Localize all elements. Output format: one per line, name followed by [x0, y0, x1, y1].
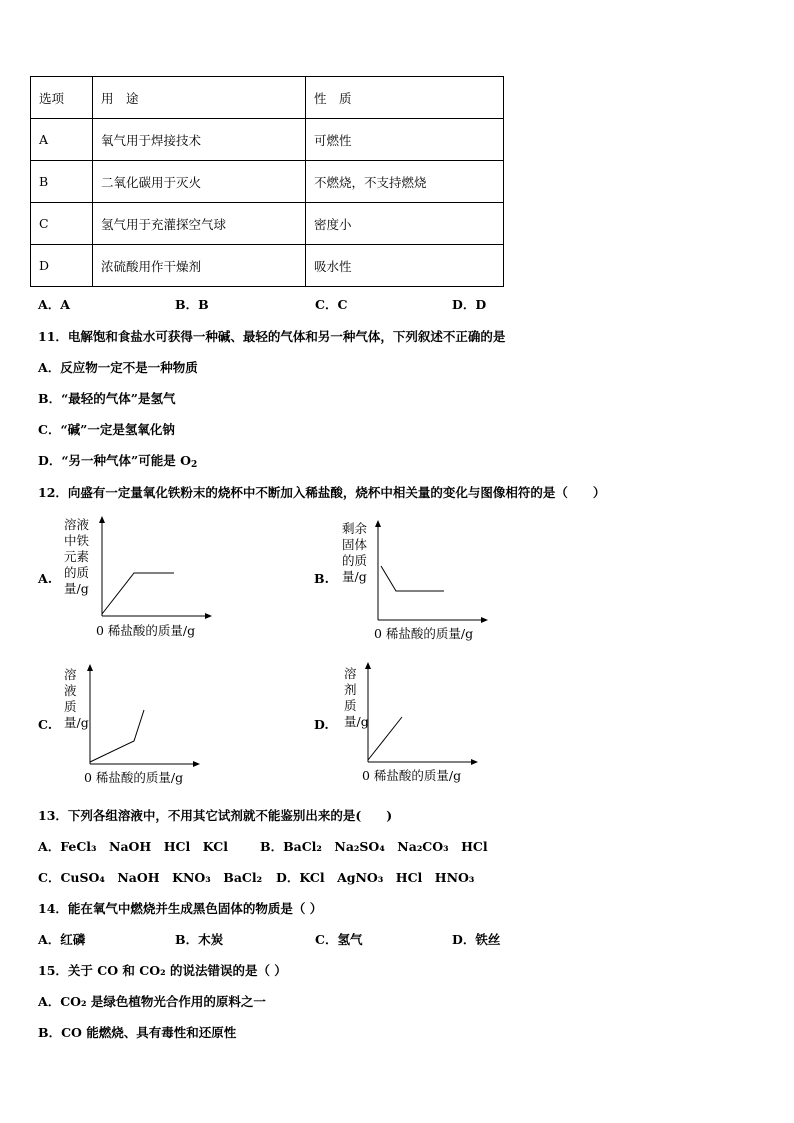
options-table [30, 76, 504, 287]
q14-choice-a: A．红磷 [38, 932, 86, 947]
table-cell: 吸水性 [306, 245, 504, 287]
table-header-cell: 选项 [31, 77, 93, 119]
q15-stem: 15．关于 CO 和 CO₂ 的说法错误的是（ ） [38, 963, 287, 978]
graph-a-curve [102, 573, 174, 614]
table-header-cell: 用 途 [93, 77, 306, 119]
q15-choice-a: A．CO₂ 是绿色植物光合作用的原料之一 [38, 994, 266, 1009]
q14-choice-c: C．氢气 [315, 932, 363, 947]
graph-c-xlabel: 0 稀盐酸的质量/g [84, 770, 184, 785]
graph-b-x-arrow [481, 617, 488, 623]
graph-d-ylabel: 溶剂质量/g [344, 666, 369, 729]
q14-stem: 14．能在氧气中燃烧并生成黑色固体的物质是（ ） [38, 901, 323, 916]
q14-choice-d: D．铁丝 [452, 932, 501, 947]
q13-choice-b: B．BaCl₂ Na₂SO₄ Na₂CO₃ HCl [260, 839, 488, 854]
q13-choice-c: C．CuSO₄ NaOH KNO₃ BaCl₂ [38, 870, 263, 885]
graph-d-xlabel: 0 稀盐酸的质量/g [362, 768, 462, 783]
graph-a-x-arrow [205, 613, 212, 619]
table-cell: 密度小 [306, 203, 504, 245]
q10-choice-b: B．B [175, 297, 209, 312]
table-row [31, 119, 504, 161]
q13-stem: 13．下列各组溶液中，不用其它试剂就不能鉴别出来的是( ) [38, 808, 393, 823]
q10-choice-d: D．D [452, 297, 487, 312]
graph-d-x-arrow [471, 759, 478, 765]
graph-a-xlabel: 0 稀盐酸的质量/g [96, 623, 196, 638]
graph-d-option: D. [314, 717, 329, 732]
graph-b-xlabel: 0 稀盐酸的质量/g [374, 626, 474, 641]
table-cell: B [31, 161, 93, 203]
table-row [31, 203, 504, 245]
graph-c-x-arrow [193, 761, 200, 767]
graph-d-y-arrow [365, 662, 371, 669]
table-cell: 浓硫酸用作干燥剂 [93, 245, 306, 287]
graph-b-ylabel: 剩余固体的质量/g [342, 521, 368, 584]
q10-choice-c: C．C [315, 297, 348, 312]
table-cell: C [31, 203, 93, 245]
q13-choice-a: A．FeCl₃ NaOH HCl KCl [38, 839, 228, 854]
graph-c-ylabel: 溶液质量/g [64, 667, 89, 730]
table-cell: 可燃性 [306, 119, 504, 161]
table-cell: D [31, 245, 93, 287]
q11-choice-b: B．“最轻的气体”是氢气 [38, 391, 176, 406]
graph-b-option: B. [314, 571, 329, 586]
graph-c-option: C. [38, 717, 53, 732]
table-cell: A [31, 119, 93, 161]
table-row [31, 161, 504, 203]
graph-b-curve [381, 566, 444, 591]
graph-a-option: A. [38, 571, 53, 586]
graph-a-plot [96, 516, 216, 620]
table-header-cell: 性 质 [306, 77, 504, 119]
graph-c-curve [90, 710, 144, 762]
table-cell: 氧气用于焊接技术 [93, 119, 306, 161]
q11-choice-a: A．反应物一定不是一种物质 [38, 360, 198, 375]
graph-c-y-arrow [87, 664, 93, 671]
graph-c-plot [84, 664, 204, 768]
table-header-row [31, 77, 504, 119]
table-cell: 二氧化碳用于灭火 [93, 161, 306, 203]
q13-choice-d: D．KCl AgNO₃ HCl HNO₃ [276, 870, 475, 885]
table-cell: 氢气用于充灌探空气球 [93, 203, 306, 245]
q12-stem: 12．向盛有一定量氧化铁粉末的烧杯中不断加入稀盐酸，烧杯中相关量的变化与图像相符的是（ ） [38, 485, 606, 500]
table-cell: 不燃烧，不支持燃烧 [306, 161, 504, 203]
graph-a-y-arrow [99, 516, 105, 523]
q15-choice-b: B．CO 能燃烧、具有毒性和还原性 [38, 1025, 237, 1040]
graph-a-ylabel: 溶液中铁元素的质量/g [64, 517, 90, 596]
q14-choice-b: B．木炭 [175, 932, 224, 947]
q11-choice-d-text: D．“另一种气体”可能是 O [38, 453, 191, 468]
q11-choice-d [38, 451, 197, 470]
q11-choice-c: C．“碱”一定是氢氧化钠 [38, 422, 175, 437]
q10-choice-a: A．A [38, 297, 70, 312]
q11-stem: 11．电解饱和食盐水可获得一种碱、最轻的气体和另一种气体，下列叙述不正确的是 [38, 329, 506, 344]
table-row [31, 245, 504, 287]
graph-b-plot [372, 520, 492, 624]
graph-d-curve [368, 717, 402, 760]
graph-d-plot [362, 662, 482, 766]
q11-choice-d-sub: 2 [190, 460, 198, 470]
graph-b-y-arrow [375, 520, 381, 527]
